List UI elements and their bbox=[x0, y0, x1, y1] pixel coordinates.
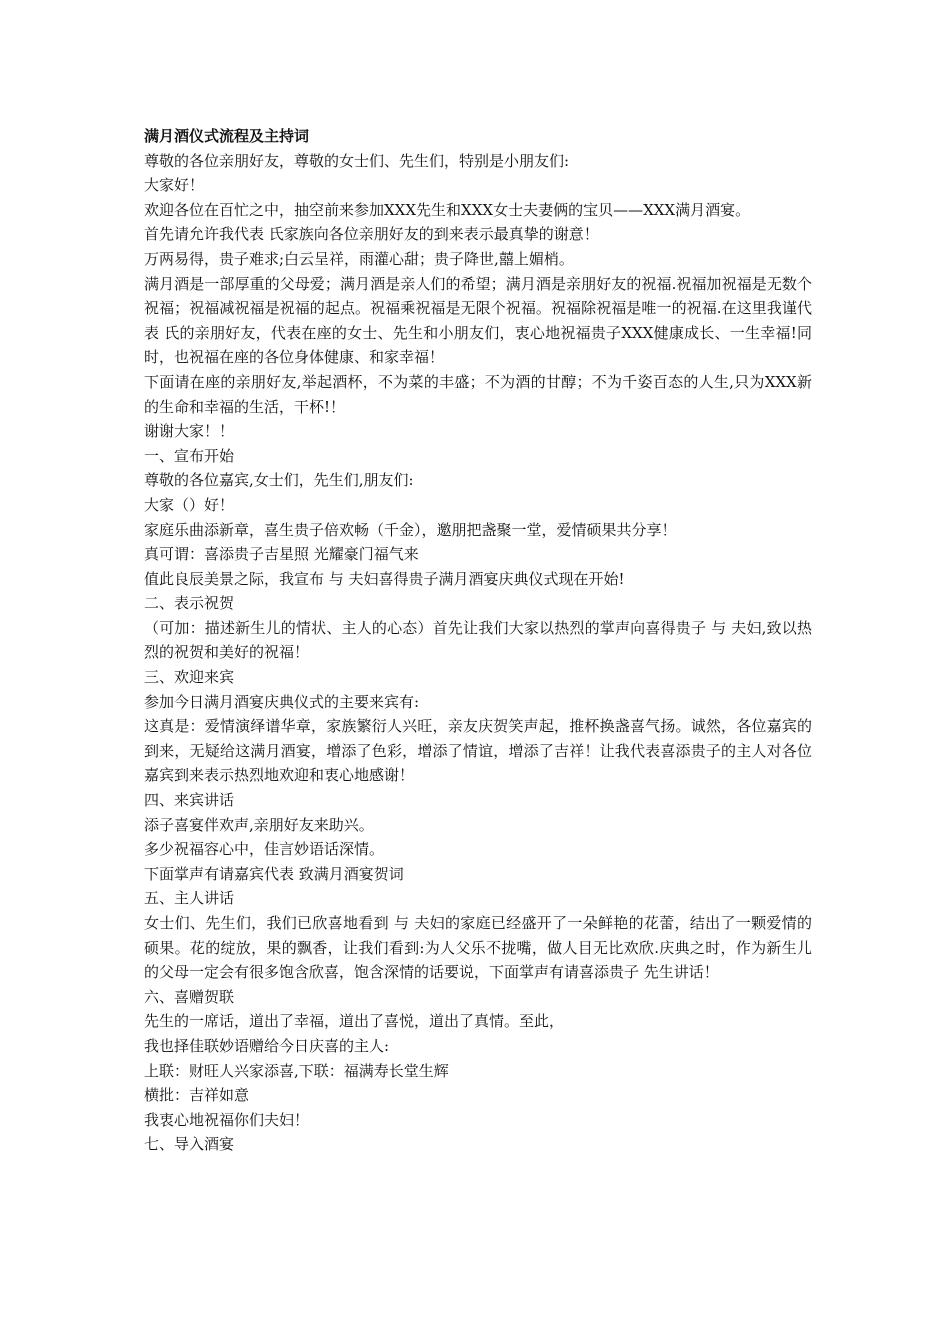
paragraph: 多少祝福容心中，佳言妙语话深情。 bbox=[144, 840, 385, 859]
paragraph: 真可谓：喜添贵子吉星照 光耀豪门福气来 bbox=[144, 545, 419, 564]
document-title: 满月酒仪式流程及主持词 bbox=[144, 127, 310, 145]
paragraph: 先生的一席话，道出了幸福，道出了喜悦，道出了真情。至此， bbox=[144, 1012, 565, 1031]
paragraph: 参加今日满月酒宴庆典仪式的主要来宾有: bbox=[144, 692, 420, 711]
paragraph: 尊敬的各位亲朋好友，尊敬的女士们、先生们，特别是小朋友们: bbox=[144, 151, 570, 170]
paragraph: 上联：财旺人兴家添喜,下联：福满寿长堂生辉 bbox=[144, 1061, 449, 1080]
paragraph: 谢谢大家！！ bbox=[144, 422, 235, 441]
section-heading: 三、欢迎来宾 bbox=[144, 668, 235, 687]
section-heading: 四、来宾讲话 bbox=[144, 791, 235, 810]
paragraph: （可加：描述新生儿的情状、主人的心态）首先让我们大家以热烈的掌声向喜得贵子 与 夫妇,致以热烈的祝贺和美好的祝福！ bbox=[144, 618, 812, 662]
paragraph: 欢迎各位在百忙之中，抽空前来参加XXX先生和XXX女士夫妻俩的宝贝——XXX满月酒宴。 bbox=[144, 200, 751, 219]
paragraph: 下面掌声有请嘉宾代表 致满月酒宴贺词 bbox=[144, 864, 404, 883]
document-body bbox=[144, 124, 812, 1157]
paragraph: 我也择佳联妙语赠给今日庆喜的主人: bbox=[144, 1036, 390, 1055]
paragraph: 这真是：爱情演绎谱华章，家族繁衍人兴旺，亲友庆贺笑声起，推杯换盏喜气扬。诚然，各位嘉宾的到来，无疑给这满月酒宴，增添了色彩，增添了情谊，增添了吉祥！让我代表喜添贵子的主人对各位嘉宾到来表示热烈地欢迎和衷心地感谢！ bbox=[144, 717, 812, 785]
paragraph: 首先请允许我代表 氏家族向各位亲朋好友的到来表示最真挚的谢意！ bbox=[144, 225, 599, 244]
paragraph: 添子喜宴伴欢声,亲朋好友来助兴。 bbox=[144, 815, 374, 834]
paragraph: 家庭乐曲添新章，喜生贵子倍欢畅（千金），邀朋把盏聚一堂，爱情硕果共分享！ bbox=[144, 520, 677, 539]
section-heading: 一、宣布开始 bbox=[144, 446, 235, 465]
paragraph: 大家好！ bbox=[144, 176, 205, 195]
paragraph: 大家（）好！ bbox=[144, 495, 235, 514]
section-heading: 七、导入酒宴 bbox=[144, 1135, 235, 1154]
section-heading: 五、主人讲话 bbox=[144, 889, 235, 908]
section-heading: 六、喜赠贺联 bbox=[144, 987, 235, 1006]
paragraph: 我衷心地祝福你们夫妇！ bbox=[144, 1110, 310, 1129]
paragraph: 尊敬的各位嘉宾,女士们，先生们,朋友们: bbox=[144, 471, 414, 490]
paragraph: 值此良辰美景之际，我宣布 与 夫妇喜得贵子满月酒宴庆典仪式现在开始! bbox=[144, 569, 625, 588]
paragraph: 下面请在座的亲朋好友,举起酒杯，不为菜的丰盛；不为酒的甘醇；不为千姿百态的人生,只为XXX新的生命和幸福的生活，干杯!！ bbox=[144, 372, 812, 416]
section-heading: 二、表示祝贺 bbox=[144, 594, 235, 613]
paragraph: 女士们、先生们，我们已欣喜地看到 与 夫妇的家庭已经盛开了一朵鲜艳的花蕾，结出了一颗爱情的硕果。花的绽放，果的飘香，让我们看到:为人父乐不拢嘴，做人目无比欢欣.庆典之时，作为新生儿的父母一定会有很多饱含欣喜，饱含深情的话要说，下面掌声有请喜添贵子 先生讲话！ bbox=[144, 914, 812, 982]
paragraph: 万两易得，贵子难求;白云呈祥，雨灌心甜；贵子降世,囍上媚梢。 bbox=[144, 249, 574, 268]
paragraph: 满月酒是一部厚重的父母爱；满月酒是亲人们的希望；满月酒是亲朋好友的祝福.祝福加祝福是无数个祝福；祝福减祝福是祝福的起点。祝福乘祝福是无限个祝福。祝福除祝福是唯一的祝福.在这里我谨代表 氏的亲朋好友，代表在座的女士、先生和小朋友们，衷心地祝福贵子XXX健康成长、一生幸福!同时，也祝福在座的各位身体健康、和家幸福！ bbox=[144, 274, 812, 367]
paragraph: 横批：吉祥如意 bbox=[144, 1086, 250, 1105]
